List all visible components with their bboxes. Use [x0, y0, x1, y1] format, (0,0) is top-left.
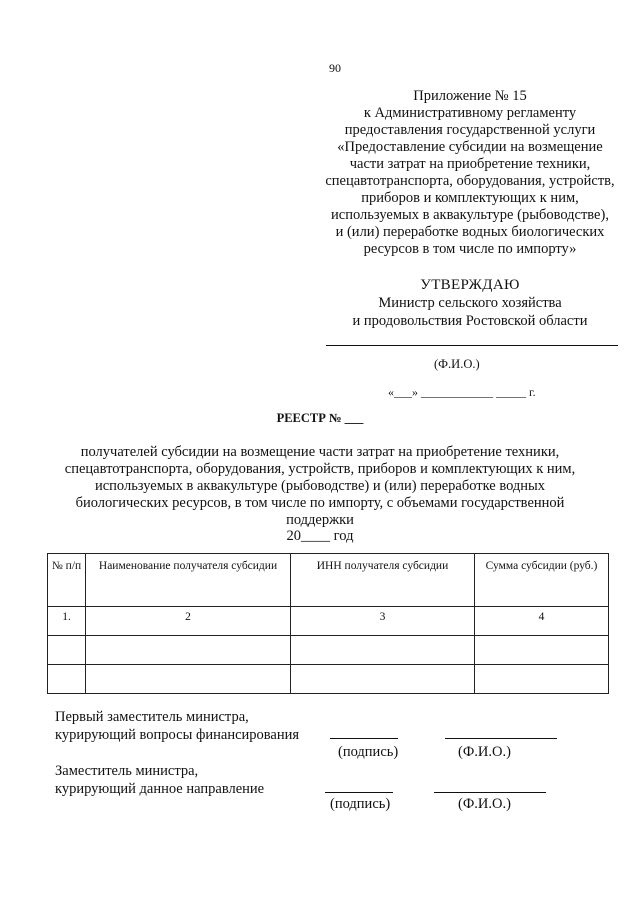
- registry-table: [47, 553, 609, 694]
- registry-line: используемых в аквакультуре (рыбоводстве) и (или) переработке водных: [94, 478, 546, 494]
- table-header-row: [48, 554, 609, 607]
- approval-title: УТВЕРЖДАЮ: [420, 277, 520, 293]
- table-cell: [48, 665, 86, 694]
- table-cell: [475, 636, 609, 665]
- approval-date: «___» ____________ _____ г.: [388, 385, 536, 399]
- fio-label: (Ф.И.О.): [458, 796, 511, 812]
- fio-label: (Ф.И.О.): [458, 744, 511, 760]
- approval-block: [320, 276, 620, 330]
- signature-label: (подпись): [330, 796, 391, 812]
- appendix-line: ресурсов в том числе по импорту»: [363, 241, 577, 257]
- page-number: 90: [329, 61, 341, 75]
- table-cell: [291, 665, 475, 694]
- header-cell-amount: Сумма субсидии (руб.): [475, 554, 609, 607]
- table-cell: 2: [86, 607, 291, 636]
- table-row: [48, 636, 609, 665]
- header-cell-number: № п/п: [48, 554, 86, 607]
- approval-line: Министр сельского хозяйства: [378, 295, 562, 311]
- registry-line: поддержки: [286, 512, 354, 528]
- table-row: [48, 665, 609, 694]
- table-cell: [291, 636, 475, 665]
- appendix-line: к Административному регламенту: [363, 105, 577, 121]
- registry-title: [0, 411, 640, 426]
- table-cell: [86, 665, 291, 694]
- appendix-line: приборов и комплектующих к ним,: [361, 190, 579, 206]
- approval-fio-label: (Ф.И.О.): [434, 357, 480, 371]
- registry-title-text: РЕЕСТР № ___: [276, 411, 364, 425]
- appendix-block: [290, 88, 640, 258]
- signature-label: (подпись): [338, 744, 399, 760]
- appendix-line: спецавтотранспорта, оборудования, устройств,: [325, 173, 615, 189]
- appendix-line: предоставления государственной услуги: [344, 122, 596, 138]
- registry-line: спецавтотранспорта, оборудования, устройств, приборов и комплектующих к ним,: [64, 461, 576, 477]
- signature-position-line: Заместитель министра,: [55, 763, 199, 779]
- signature-line: [325, 792, 393, 793]
- registry-line: биологических ресурсов, в том числе по импорту, с объемами государственной: [75, 495, 565, 511]
- appendix-line: и (или) переработке водных биологических: [335, 224, 605, 240]
- table-cell: [86, 636, 291, 665]
- signature-position-line: Первый заместитель министра,: [55, 709, 249, 725]
- table-number-row: [48, 607, 609, 636]
- registry-year: 20____ год: [286, 528, 354, 544]
- signature-block-first-deputy: [55, 708, 299, 744]
- appendix-line: Приложение № 15: [413, 88, 527, 104]
- header-cell-recipient: Наименование получателя субсидии: [86, 554, 291, 607]
- signature-line: [330, 738, 398, 739]
- approval-signature-line: [326, 345, 618, 346]
- appendix-line: используемых в аквакультуре (рыбоводстве),: [331, 207, 609, 223]
- appendix-line: части затрат на приобретение техники,: [349, 156, 591, 172]
- fio-line: [445, 738, 557, 739]
- table-cell: 1.: [48, 607, 86, 636]
- table-cell: [475, 665, 609, 694]
- signature-position-line: курирующий данное направление: [55, 781, 265, 797]
- approval-line: и продовольствия Ростовской области: [352, 313, 588, 329]
- header-cell-inn: ИНН получателя субсидии: [291, 554, 475, 607]
- registry-line: получателей субсидии на возмещение части затрат на приобретение техники,: [80, 444, 560, 460]
- table-cell: [48, 636, 86, 665]
- fio-line: [434, 792, 546, 793]
- signature-block-deputy: [55, 762, 264, 798]
- registry-description: [40, 444, 600, 529]
- signature-position-line: курирующий вопросы финансирования: [55, 727, 300, 743]
- table-cell: 4: [475, 607, 609, 636]
- appendix-line: «Предоставление субсидии на возмещение: [337, 139, 603, 155]
- table-cell: 3: [291, 607, 475, 636]
